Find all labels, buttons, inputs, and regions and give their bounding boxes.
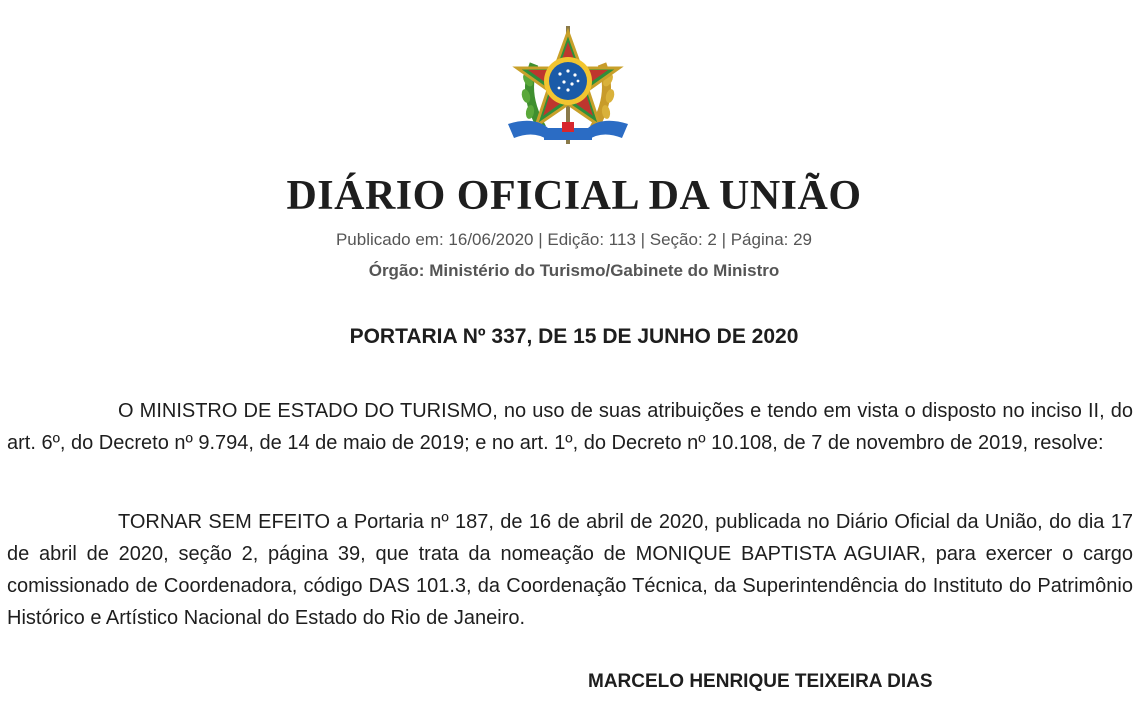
signatory-name: MARCELO HENRIQUE TEIXEIRA DIAS <box>588 671 933 692</box>
publication-meta: Publicado em: 16/06/2020 | Edição: 113 | Seção: 2 | Página: 29 <box>335 230 813 249</box>
act-paragraph: TORNAR SEM EFEITO a Portaria nº 187, de 16 de abril de 2020, publicada no Diário Oficial da União, do dia 17 de abril de 2020, seção 2, página 39, que trata da nomeação de MONIQUE BAPTISTA AGUIAR, para exercer o cargo comissionado de Coordenadora, código DAS 101.3, da Coordenação Técnica, da Superintendência do Instituto do Patrimônio Histórico e Artístico Nacional do Estado do Rio de Janeiro. <box>7 511 1133 629</box>
act-paragraph: O MINISTRO DE ESTADO DO TURISMO, no uso de suas atribuições e tendo em vista o disposto no inciso II, do art. 6º, do Decreto nº 9.794, de 14 de maio de 2019; e no art. 1º, do Decreto nº 10.108, de 7 de novembro de 2019, resolve: <box>7 400 1133 454</box>
organ-label: Órgão: <box>368 261 425 280</box>
issuing-organ <box>0 261 1148 281</box>
organ-value: Ministério do Turismo/Gabinete do Ministro <box>429 261 780 280</box>
act-title: PORTARIA Nº 337, DE 15 DE JUNHO DE 2020 <box>349 325 799 348</box>
coat-of-arms-icon <box>504 24 632 152</box>
publication-title: DIÁRIO OFICIAL DA UNIÃO <box>286 173 862 219</box>
